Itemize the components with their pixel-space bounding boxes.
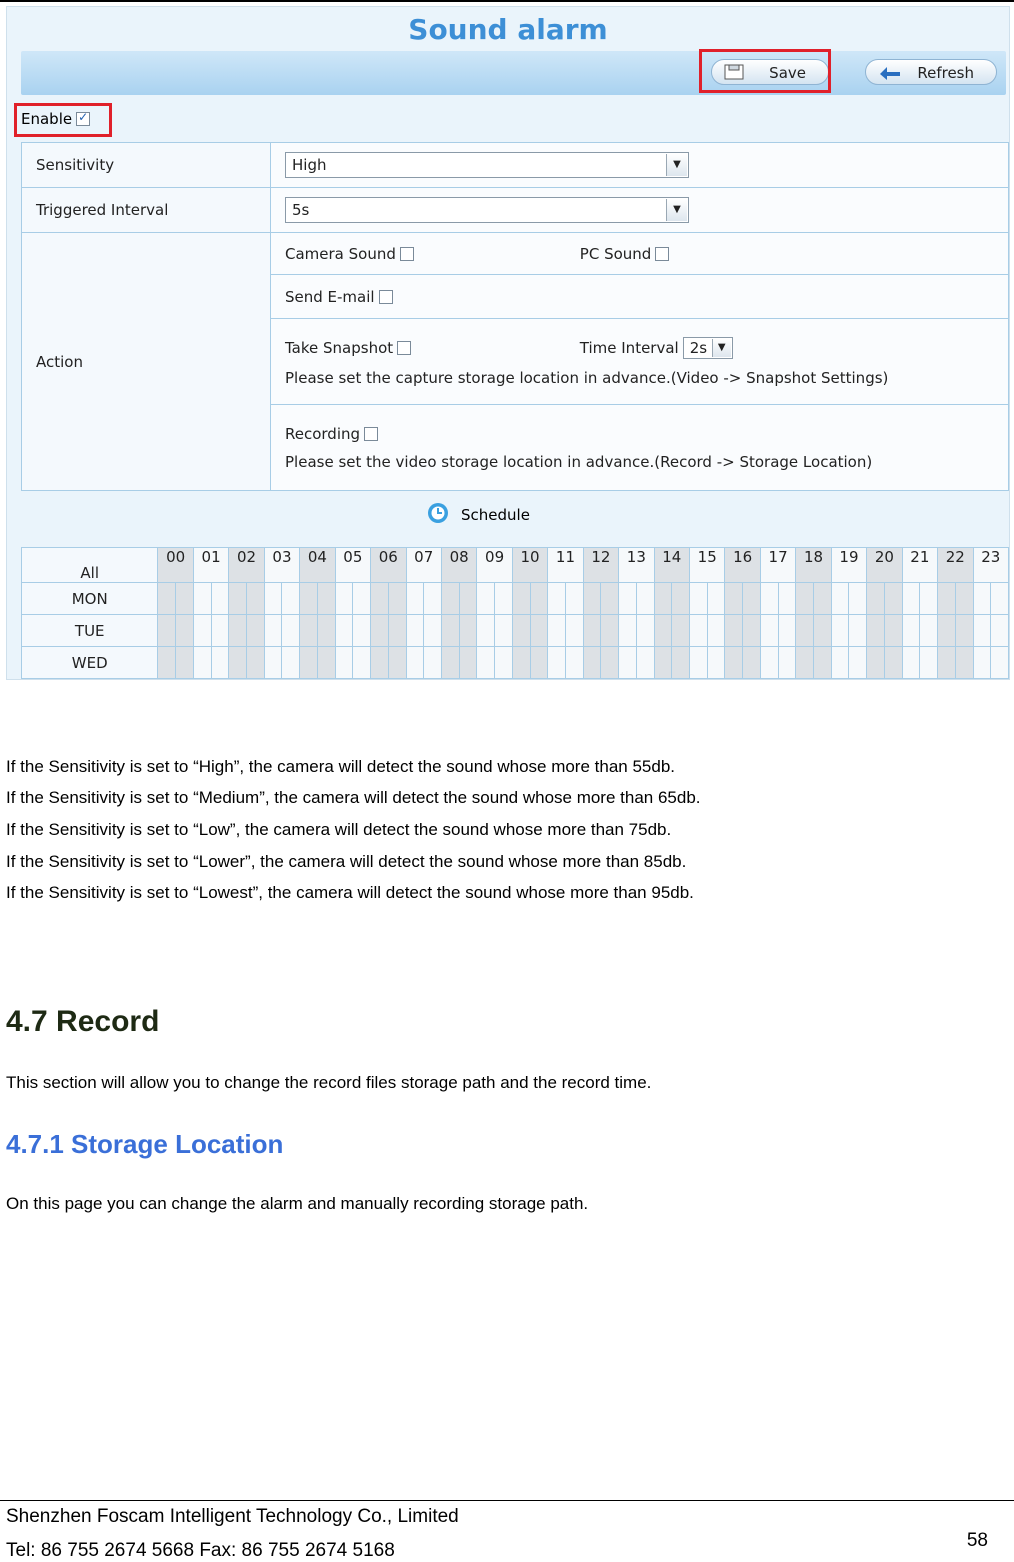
- schedule-cell[interactable]: [477, 583, 495, 615]
- enable-label: Enable: [21, 110, 73, 128]
- save-highlight-box: [699, 49, 831, 93]
- schedule-cell[interactable]: [973, 647, 991, 679]
- schedule-cell[interactable]: [619, 647, 637, 679]
- schedule-cell[interactable]: [512, 647, 530, 679]
- schedule-cell[interactable]: [512, 583, 530, 615]
- recording-label: Recording: [285, 424, 361, 443]
- send-email-option[interactable]: [285, 288, 393, 306]
- schedule-hour-header[interactable]: 14: [654, 548, 689, 583]
- schedule-cell[interactable]: [424, 615, 442, 647]
- schedule-cell[interactable]: [902, 583, 920, 615]
- schedule-cell[interactable]: [459, 647, 477, 679]
- schedule-cell[interactable]: [672, 647, 690, 679]
- schedule-cell[interactable]: [317, 583, 335, 615]
- schedule-cell[interactable]: [778, 647, 796, 679]
- schedule-cell[interactable]: [459, 615, 477, 647]
- schedule-hour-header[interactable]: 16: [725, 548, 760, 583]
- schedule-cell[interactable]: [176, 647, 194, 679]
- toolbar: [21, 51, 1006, 95]
- schedule-cell[interactable]: [158, 647, 176, 679]
- camera-sound-label: Camera Sound: [285, 244, 396, 263]
- action-label: Action: [22, 233, 271, 491]
- schedule-cell[interactable]: [176, 615, 194, 647]
- schedule-hour-header[interactable]: 09: [477, 548, 512, 583]
- schedule-cell[interactable]: [495, 647, 513, 679]
- recording-note: Please set the video storage location in advance.(Record -> Storage Location): [285, 452, 873, 471]
- sensitivity-label: Sensitivity: [22, 143, 271, 188]
- schedule-hour-header[interactable]: 08: [441, 548, 476, 583]
- schedule-cell[interactable]: [193, 647, 211, 679]
- schedule-cell[interactable]: [938, 615, 956, 647]
- send-email-label: Send E-mail: [285, 287, 375, 306]
- schedule-cell[interactable]: [264, 583, 282, 615]
- schedule-hour-header[interactable]: 11: [548, 548, 583, 583]
- schedule-hour-header[interactable]: 03: [264, 548, 299, 583]
- schedule-cell[interactable]: [814, 583, 832, 615]
- schedule-hour-header[interactable]: 00: [158, 548, 193, 583]
- schedule-cell[interactable]: [814, 615, 832, 647]
- pc-sound-checkbox[interactable]: [655, 247, 669, 261]
- schedule-heading: [427, 502, 530, 528]
- sound-alarm-screenshot: [6, 6, 1010, 680]
- schedule-cell[interactable]: [388, 647, 406, 679]
- schedule-cell[interactable]: [690, 647, 708, 679]
- panel-title: Sound alarm: [408, 13, 608, 46]
- take-snapshot-label: Take Snapshot: [285, 338, 394, 357]
- schedule-cell[interactable]: [690, 583, 708, 615]
- schedule-cell[interactable]: [654, 583, 672, 615]
- schedule-cell[interactable]: [707, 583, 725, 615]
- sensitivity-select[interactable]: [285, 152, 689, 178]
- schedule-cell[interactable]: [760, 647, 778, 679]
- schedule-cell[interactable]: [477, 615, 495, 647]
- schedule-cell[interactable]: [867, 647, 885, 679]
- schedule-all-button[interactable]: All: [22, 548, 158, 583]
- section-intro: This section will allow you to change the record files storage path and the record time.: [6, 1073, 652, 1092]
- triggered-interval-label: Triggered Interval: [22, 188, 271, 233]
- schedule-day-row: [22, 583, 1009, 615]
- sensitivity-line-1: If the Sensitivity is set to “High”, the camera will detect the sound whose more than 55db.: [6, 757, 676, 776]
- schedule-cell[interactable]: [672, 615, 690, 647]
- schedule-cell[interactable]: [264, 647, 282, 679]
- schedule-cell[interactable]: [229, 647, 247, 679]
- schedule-day-row: [22, 615, 1009, 647]
- camera-sound-checkbox[interactable]: [400, 247, 414, 261]
- recording-checkbox[interactable]: [364, 427, 378, 441]
- schedule-cell[interactable]: [530, 615, 548, 647]
- schedule-hour-header[interactable]: 04: [300, 548, 335, 583]
- schedule-cell[interactable]: [760, 583, 778, 615]
- schedule-cell[interactable]: [424, 583, 442, 615]
- schedule-cell[interactable]: [229, 615, 247, 647]
- schedule-hour-header[interactable]: 10: [512, 548, 547, 583]
- schedule-cell[interactable]: [902, 647, 920, 679]
- schedule-cell[interactable]: [867, 615, 885, 647]
- schedule-cell[interactable]: [654, 647, 672, 679]
- recording-option[interactable]: [285, 425, 378, 443]
- schedule-day-label[interactable]: TUE: [22, 615, 158, 647]
- schedule-cell[interactable]: [814, 647, 832, 679]
- schedule-hour-header[interactable]: 07: [406, 548, 441, 583]
- schedule-cell[interactable]: [495, 583, 513, 615]
- schedule-cell[interactable]: [920, 583, 938, 615]
- schedule-cell[interactable]: [672, 583, 690, 615]
- subsection-heading: 4.7.1 Storage Location: [6, 1129, 284, 1159]
- refresh-arrow-icon: [878, 64, 904, 84]
- schedule-cell[interactable]: [636, 583, 654, 615]
- schedule-cell[interactable]: [247, 583, 265, 615]
- schedule-cell[interactable]: [583, 647, 601, 679]
- schedule-cell[interactable]: [955, 647, 973, 679]
- schedule-cell[interactable]: [353, 583, 371, 615]
- schedule-cell[interactable]: [371, 647, 389, 679]
- schedule-cell[interactable]: [849, 583, 867, 615]
- schedule-hour-header[interactable]: 15: [690, 548, 725, 583]
- send-email-checkbox[interactable]: [379, 290, 393, 304]
- schedule-cell[interactable]: [300, 647, 318, 679]
- chevron-down-icon: ▼: [666, 154, 687, 176]
- schedule-cell[interactable]: [583, 583, 601, 615]
- section-heading: 4.7 Record: [6, 1005, 160, 1038]
- schedule-hour-header[interactable]: 23: [973, 548, 1009, 583]
- schedule-cell[interactable]: [601, 615, 619, 647]
- schedule-cell[interactable]: [636, 647, 654, 679]
- schedule-cell[interactable]: [831, 647, 849, 679]
- schedule-cell[interactable]: [300, 583, 318, 615]
- schedule-cell[interactable]: [991, 583, 1009, 615]
- triggered-interval-value: 5s: [292, 201, 310, 219]
- schedule-cell[interactable]: [548, 647, 566, 679]
- schedule-cell[interactable]: [938, 647, 956, 679]
- schedule-hour-header[interactable]: 22: [938, 548, 973, 583]
- schedule-cell[interactable]: [247, 615, 265, 647]
- sensitivity-line-3: If the Sensitivity is set to “Low”, the camera will detect the sound whose more than 75db.: [6, 820, 672, 839]
- schedule-cell[interactable]: [938, 583, 956, 615]
- schedule-cell[interactable]: [530, 647, 548, 679]
- schedule-cell[interactable]: [760, 615, 778, 647]
- schedule-cell[interactable]: [849, 647, 867, 679]
- schedule-cell[interactable]: [955, 583, 973, 615]
- sensitivity-line-5: If the Sensitivity is set to “Lowest”, the camera will detect the sound whose more than 95db.: [6, 883, 694, 902]
- schedule-cell[interactable]: [725, 583, 743, 615]
- schedule-cell[interactable]: [441, 647, 459, 679]
- schedule-hour-header[interactable]: 18: [796, 548, 831, 583]
- schedule-cell[interactable]: [441, 615, 459, 647]
- schedule-cell[interactable]: [406, 583, 424, 615]
- schedule-hour-header[interactable]: 13: [619, 548, 654, 583]
- schedule-hour-header[interactable]: 02: [229, 548, 264, 583]
- schedule-cell[interactable]: [317, 647, 335, 679]
- refresh-label: Refresh: [917, 64, 974, 82]
- sensitivity-value: High: [292, 156, 327, 174]
- schedule-cell[interactable]: [991, 647, 1009, 679]
- schedule-cell[interactable]: [725, 647, 743, 679]
- schedule-cell[interactable]: [406, 647, 424, 679]
- save-label: Save: [769, 64, 806, 82]
- schedule-cell[interactable]: [211, 583, 229, 615]
- schedule-cell[interactable]: [264, 615, 282, 647]
- schedule-cell[interactable]: [778, 615, 796, 647]
- schedule-cell[interactable]: [849, 615, 867, 647]
- schedule-cell[interactable]: [743, 583, 761, 615]
- schedule-cell[interactable]: [353, 647, 371, 679]
- footer-contact: Tel: 86 755 2674 5668 Fax: 86 755 2674 5168: [6, 1540, 395, 1561]
- schedule-hour-header[interactable]: 06: [371, 548, 406, 583]
- schedule-day-row: [22, 647, 1009, 679]
- schedule-cell[interactable]: [211, 615, 229, 647]
- schedule-hour-header[interactable]: 12: [583, 548, 618, 583]
- schedule-hour-header[interactable]: 21: [902, 548, 937, 583]
- schedule-day-label[interactable]: WED: [22, 647, 158, 679]
- schedule-cell[interactable]: [548, 583, 566, 615]
- schedule-cell[interactable]: [495, 615, 513, 647]
- schedule-cell[interactable]: [565, 615, 583, 647]
- schedule-hours-row: [22, 548, 1009, 583]
- schedule-cell[interactable]: [884, 647, 902, 679]
- time-interval-label: Time Interval: [579, 338, 679, 357]
- schedule-cell[interactable]: [565, 647, 583, 679]
- pc-sound-option[interactable]: [580, 245, 670, 263]
- schedule-cell[interactable]: [158, 615, 176, 647]
- schedule-cell[interactable]: [973, 583, 991, 615]
- schedule-cell[interactable]: [282, 615, 300, 647]
- camera-sound-option[interactable]: [285, 245, 575, 263]
- schedule-hour-header[interactable]: 17: [760, 548, 795, 583]
- schedule-cell[interactable]: [477, 647, 495, 679]
- schedule-cell[interactable]: [193, 615, 211, 647]
- schedule-cell[interactable]: [920, 615, 938, 647]
- schedule-cell[interactable]: [884, 615, 902, 647]
- schedule-cell[interactable]: [991, 615, 1009, 647]
- schedule-cell[interactable]: [884, 583, 902, 615]
- schedule-cell[interactable]: [619, 583, 637, 615]
- schedule-cell[interactable]: [335, 647, 353, 679]
- clock-icon: [427, 502, 449, 528]
- subsection-intro: On this page you can change the alarm and manually recording storage path.: [6, 1194, 589, 1213]
- schedule-cell[interactable]: [796, 583, 814, 615]
- schedule-cell[interactable]: [707, 647, 725, 679]
- snapshot-note: Please set the capture storage location in advance.(Video -> Snapshot Settings): [285, 368, 889, 387]
- schedule-cell[interactable]: [176, 583, 194, 615]
- footer-rule: [0, 1500, 1014, 1501]
- chevron-down-icon: ▼: [666, 199, 687, 221]
- schedule-cell[interactable]: [459, 583, 477, 615]
- schedule-cell[interactable]: [636, 615, 654, 647]
- schedule-cell[interactable]: [743, 647, 761, 679]
- schedule-hour-header[interactable]: 05: [335, 548, 370, 583]
- schedule-cell[interactable]: [441, 583, 459, 615]
- schedule-cell[interactable]: [371, 583, 389, 615]
- settings-table: [21, 142, 1009, 491]
- schedule-label: Schedule: [461, 506, 530, 524]
- schedule-cell[interactable]: [158, 583, 176, 615]
- sensitivity-line-4: If the Sensitivity is set to “Lower”, the camera will detect the sound whose more than 85db.: [6, 852, 687, 871]
- chevron-down-icon: ▼: [712, 339, 731, 357]
- schedule-cell[interactable]: [725, 615, 743, 647]
- schedule-cell[interactable]: [406, 615, 424, 647]
- schedule-cell[interactable]: [247, 647, 265, 679]
- take-snapshot-option[interactable]: [285, 339, 575, 357]
- schedule-cell[interactable]: [796, 647, 814, 679]
- top-rule: [0, 0, 1014, 2]
- take-snapshot-checkbox[interactable]: [397, 341, 411, 355]
- triggered-interval-select[interactable]: [285, 197, 689, 223]
- schedule-hour-header[interactable]: 19: [831, 548, 866, 583]
- schedule-cell[interactable]: [317, 615, 335, 647]
- schedule-cell[interactable]: [778, 583, 796, 615]
- schedule-cell[interactable]: [353, 615, 371, 647]
- schedule-cell[interactable]: [282, 647, 300, 679]
- sensitivity-line-2: If the Sensitivity is set to “Medium”, the camera will detect the sound whose more than 65db.: [6, 788, 701, 807]
- schedule-cell[interactable]: [707, 615, 725, 647]
- schedule-cell[interactable]: [548, 615, 566, 647]
- refresh-button[interactable]: [865, 59, 997, 85]
- schedule-cell[interactable]: [583, 615, 601, 647]
- schedule-day-label[interactable]: MON: [22, 583, 158, 615]
- schedule-cell[interactable]: [193, 583, 211, 615]
- schedule-cell[interactable]: [743, 615, 761, 647]
- schedule-cell[interactable]: [282, 583, 300, 615]
- schedule-cell[interactable]: [388, 583, 406, 615]
- schedule-cell[interactable]: [335, 583, 353, 615]
- schedule-cell[interactable]: [371, 615, 389, 647]
- time-interval-value: 2s: [689, 338, 708, 357]
- schedule-cell[interactable]: [424, 647, 442, 679]
- schedule-cell[interactable]: [973, 615, 991, 647]
- time-interval-select[interactable]: [683, 337, 733, 359]
- schedule-grid: [21, 547, 1009, 679]
- schedule-cell[interactable]: [565, 583, 583, 615]
- schedule-cell[interactable]: [211, 647, 229, 679]
- schedule-cell[interactable]: [530, 583, 548, 615]
- page-number: 58: [966, 1530, 988, 1551]
- schedule-cell[interactable]: [300, 615, 318, 647]
- pc-sound-label: PC Sound: [579, 244, 652, 263]
- schedule-hour-header[interactable]: 20: [867, 548, 902, 583]
- schedule-cell[interactable]: [831, 583, 849, 615]
- schedule-cell[interactable]: [654, 615, 672, 647]
- enable-highlight-box: [14, 103, 112, 137]
- schedule-cell[interactable]: [920, 647, 938, 679]
- schedule-cell[interactable]: [902, 615, 920, 647]
- schedule-cell[interactable]: [831, 615, 849, 647]
- schedule-cell[interactable]: [619, 615, 637, 647]
- schedule-cell[interactable]: [512, 615, 530, 647]
- schedule-cell[interactable]: [690, 615, 708, 647]
- schedule-cell[interactable]: [388, 615, 406, 647]
- schedule-cell[interactable]: [867, 583, 885, 615]
- schedule-cell[interactable]: [601, 583, 619, 615]
- schedule-cell[interactable]: [229, 583, 247, 615]
- schedule-cell[interactable]: [601, 647, 619, 679]
- schedule-cell[interactable]: [955, 615, 973, 647]
- schedule-cell[interactable]: [335, 615, 353, 647]
- footer-company: Shenzhen Foscam Intelligent Technology Co., Limited: [6, 1506, 459, 1527]
- time-interval-field: [580, 337, 733, 359]
- schedule-cell[interactable]: [796, 615, 814, 647]
- schedule-hour-header[interactable]: 01: [193, 548, 228, 583]
